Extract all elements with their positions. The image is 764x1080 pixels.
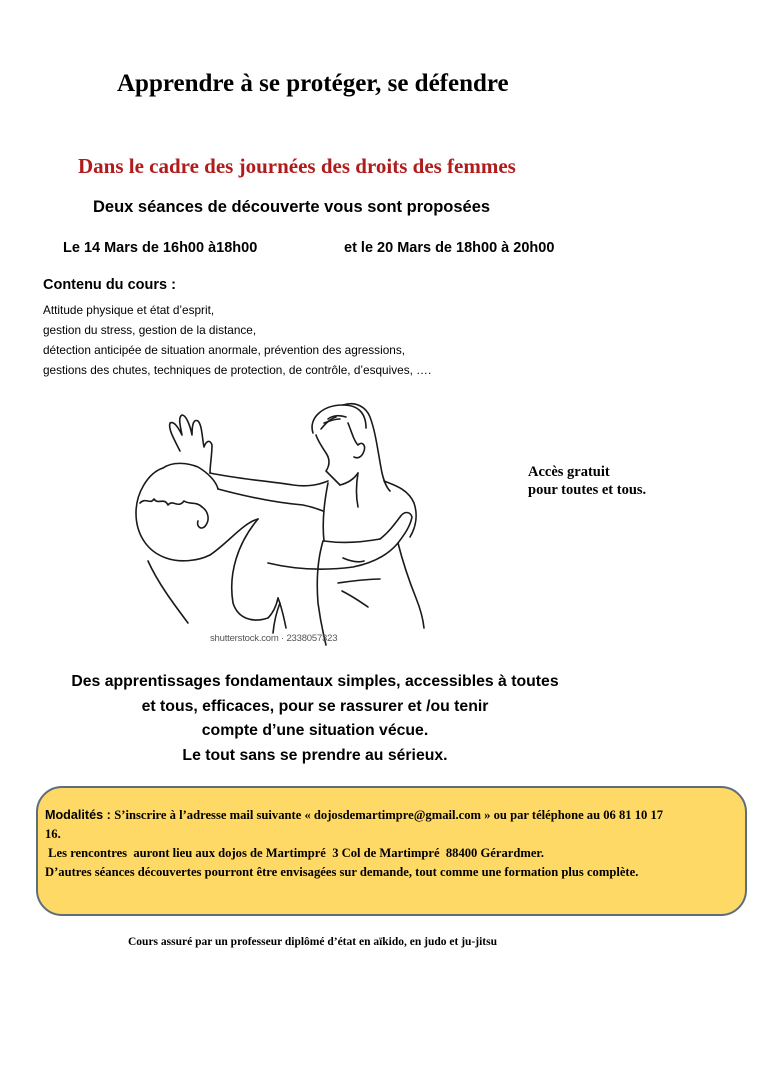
modalities-text bbox=[45, 806, 663, 882]
benefits-line: et tous, efficaces, pour se rassurer et /ou tenir bbox=[141, 697, 489, 715]
benefits-line: Des apprentissages fondamentaux simples, accessibles à toutes bbox=[71, 673, 559, 690]
content-heading: Contenu du cours : bbox=[43, 277, 176, 293]
instructor-note: Cours assuré par un professeur diplômé d’état en aïkido, en judo et ju-jitsu bbox=[128, 936, 497, 948]
modalities-line-1b: 16. bbox=[45, 827, 61, 841]
self-defense-illustration-icon bbox=[118, 393, 428, 651]
benefits-line: compte d’une situation vécue. bbox=[201, 722, 429, 739]
session-date-2: et le 20 Mars de 18h00 à 20h00 bbox=[344, 240, 555, 256]
free-access-note bbox=[528, 463, 646, 499]
benefits-text bbox=[40, 670, 590, 768]
page-title: Apprendre à se protéger, se défendre bbox=[117, 70, 509, 97]
content-line: gestions des chutes, techniques de protection, de contrôle, d’esquives, …. bbox=[43, 363, 432, 377]
session-date-1: Le 14 Mars de 16h00 à18h00 bbox=[63, 240, 258, 256]
modalities-location: Les rencontres auront lieu aux dojos de Martimpré 3 Col de Martimpré 88400 Gérardmer. bbox=[45, 846, 545, 860]
intro-text: Deux séances de découverte vous sont proposées bbox=[93, 198, 491, 216]
modalities-line-1 bbox=[45, 806, 663, 825]
event-subtitle: Dans le cadre des journées des droits des femmes bbox=[78, 154, 516, 178]
content-list bbox=[43, 300, 431, 380]
free-access-line-2: pour toutes et tous. bbox=[528, 482, 647, 498]
modalities-label: Modalités : bbox=[45, 808, 115, 822]
image-credit: shutterstock.com · 2338057323 bbox=[210, 633, 338, 644]
modalities-box bbox=[36, 786, 747, 916]
registration-info: S’inscrire à l’adresse mail suivante « dojosdemartimpre@gmail.com » ou par téléphone au 06 81 10 17 bbox=[114, 808, 664, 822]
free-access-line-1: Accès gratuit bbox=[528, 464, 610, 480]
modalities-more-sessions: D’autres séances découvertes pourront être envisagées sur demande, tout comme une formation plus complète. bbox=[45, 865, 639, 879]
content-line: gestion du stress, gestion de la distance, bbox=[43, 323, 257, 337]
benefits-line: Le tout sans se prendre au sérieux. bbox=[182, 746, 448, 764]
content-line: détection anticipée de situation anormale, prévention des agressions, bbox=[43, 343, 405, 357]
content-line: Attitude physique et état d’esprit, bbox=[43, 303, 215, 317]
